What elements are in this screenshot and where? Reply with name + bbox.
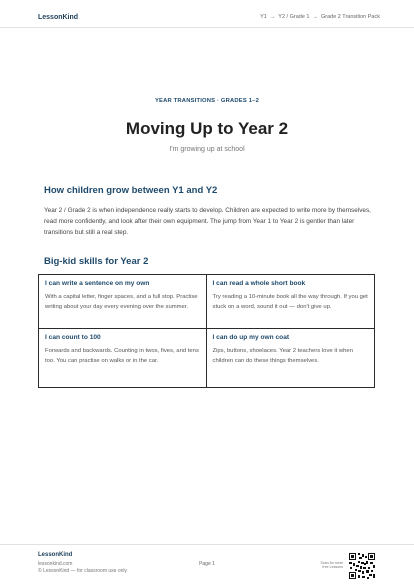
skill-card	[39, 329, 207, 387]
breadcrumb-arrow-icon: →	[312, 14, 318, 20]
skills-grid	[38, 274, 375, 388]
skill-description: Forwards and backwards. Counting in twos, fives, and tens too. You can practise on walks or in the car.	[45, 348, 199, 364]
section-heading-growth: How children grow between Y1 and Y2	[44, 185, 218, 196]
page-number: Page 1	[199, 561, 215, 567]
brand-logo-text[interactable]: LessonKind	[38, 14, 79, 21]
skill-card	[39, 275, 207, 329]
qr-scan-label: Scan for more free Lessons	[320, 561, 343, 570]
breadcrumb-item-current: Grade 2 Transition Pack	[320, 14, 380, 20]
footer-brand: LessonKind	[38, 552, 73, 558]
skill-card	[207, 329, 375, 387]
footer-site-link[interactable]: lessonkind.com	[38, 561, 73, 567]
skill-title: I can count to 100	[45, 334, 101, 341]
skill-description: Try reading a 10-minute book all the way through. If you get stuck on a word, sound it out — don't give up.	[212, 294, 368, 310]
top-bar	[0, 0, 414, 28]
section-heading-skills: Big-kid skills for Year 2	[44, 256, 149, 267]
skill-title: I can do up my own coat	[212, 334, 290, 341]
breadcrumb-item[interactable]: Y2 / Grade 1	[278, 14, 310, 20]
breadcrumb	[260, 14, 380, 20]
breadcrumb-item[interactable]: Y1	[260, 14, 267, 20]
page-title: Moving Up to Year 2	[125, 119, 289, 138]
skill-title: I can write a sentence on my own	[45, 280, 150, 287]
skill-description: With a capital letter, finger spaces, and a full stop. Practise writing about your day every evening over the summer.	[45, 294, 198, 310]
page-subtitle: I'm growing up at school	[169, 146, 245, 153]
qr-code-icon[interactable]	[348, 552, 376, 580]
footer-copyright: © LessonKind — for classroom use only	[38, 568, 128, 574]
section-body-growth: Year 2 / Grade 2 is when independence really starts to develop. Children are expected to write more by themselves, read more confidently, and look after their own equipment. The jump from Year 1 to Year 2 is gentler than later transitions but still a real step.	[44, 207, 371, 236]
breadcrumb-arrow-icon: →	[269, 14, 276, 20]
eyebrow-label: YEAR TRANSITIONS · GRADES 1–2	[154, 98, 260, 104]
skill-description: Zips, buttons, shoelaces. Year 2 teachers love it when children can do these things themselves.	[212, 348, 353, 364]
page-footer	[0, 544, 414, 585]
skill-card	[207, 275, 375, 329]
skill-title: I can read a whole short book	[212, 280, 306, 287]
